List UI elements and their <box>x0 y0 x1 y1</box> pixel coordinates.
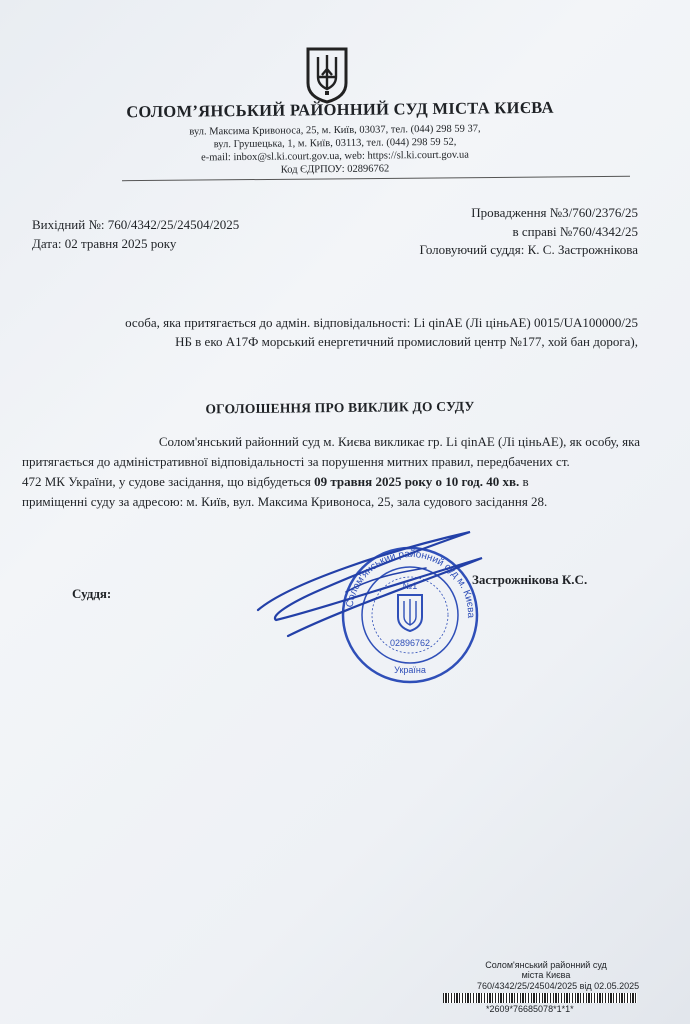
notice-heading: ОГОЛОШЕННЯ ПРО ВИКЛИК ДО СУДУ <box>205 398 475 417</box>
court-address-line-2: вул. Грушецька, 1, м. Київ, 03113, тел. (044) 298 59 52, <box>213 136 457 151</box>
coat-of-arms-icon <box>304 45 350 105</box>
notice-line-2: притягається до адміністративної відповідальності за порушення митних правил, передбачених ст. <box>22 454 570 469</box>
barcode-text: *2609*76685078*1*1* <box>486 1004 574 1014</box>
judge-name: Застрожнікова К.С. <box>472 572 588 587</box>
proceeding-number: Провадження №3/760/2376/25 <box>471 205 638 220</box>
addressee-line-1: особа, яка притягається до адмін. відповідальності: Li qinAE (Лі ціньAE) 0015/UA100000/25 <box>125 315 638 330</box>
court-edrpou: Код ЄДРПОУ: 02896762 <box>280 163 390 176</box>
stamp-country: Україна <box>394 665 426 675</box>
handwritten-signature <box>250 528 490 648</box>
notice-line-4: приміщенні суду за адресою: м. Київ, вул. Максима Кривоноса, 25, зала судового засідання 28. <box>22 494 548 509</box>
stamp-ring-text: Солом'янський районний суд м. Києва <box>344 548 477 619</box>
court-address-line-1: вул. Максима Кривоноса, 25, м. Київ, 03037, тел. (044) 298 59 37, <box>189 123 481 138</box>
case-number: в справі №760/4342/25 <box>512 224 638 239</box>
court-title: СОЛОМ’ЯНСЬКИЙ РАЙОННИЙ СУД МІСТА КИЄВА <box>126 97 554 122</box>
footer-court-name: Солом'янський районний суд <box>485 960 607 970</box>
notice-line-3-end: в <box>522 474 529 489</box>
presiding-judge: Головуючий суддя: К. С. Застрожнікова <box>419 242 638 257</box>
hearing-datetime: 09 травня 2025 року о 10 год. 40 хв. <box>314 474 520 489</box>
court-contacts: e-mail: inbox@sl.ki.court.gov.ua, web: https://sl.ki.court.gov.ua <box>201 149 469 164</box>
notice-line-3-start: 472 МК України, у судове засідання, що відбудеться <box>22 474 311 489</box>
footer-court-city: міста Києва <box>521 970 571 980</box>
outgoing-number: Вихідний №: 760/4342/25/24504/2025 <box>32 217 240 232</box>
barcode <box>443 993 637 1003</box>
notice-line-3 <box>22 472 632 492</box>
footer-document-ref: 760/4342/25/24504/2025 від 02.05.2025 <box>477 981 640 991</box>
stamp-number: №1 <box>402 581 418 591</box>
document-date: Дата: 02 травня 2025 року <box>32 236 177 251</box>
stamp-code: 02896762 <box>389 638 431 648</box>
judge-label: Суддя: <box>72 586 112 601</box>
notice-line-1: Солом'янський районний суд м. Києва викликає гр. Li qinAE (Лі ціньAE), як особу, яка <box>158 434 640 449</box>
addressee-line-2: НБ в еко А17Ф морський енергетичний промисловий центр №177, хой бан дорога), <box>175 334 638 349</box>
